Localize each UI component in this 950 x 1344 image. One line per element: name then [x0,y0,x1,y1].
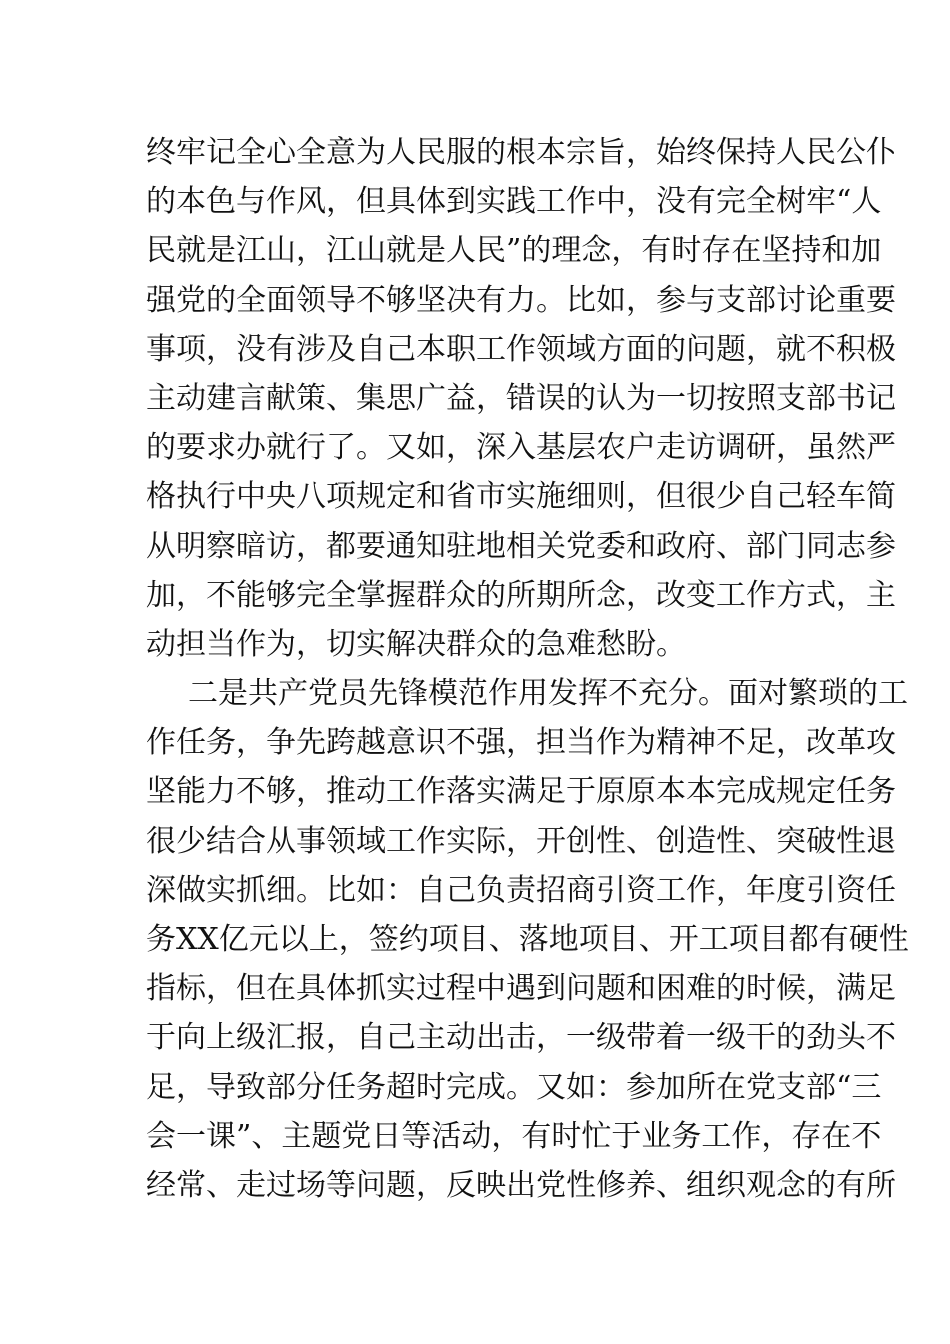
text-line: 指标，但在具体抓实过程中遇到问题和困难的时候，满足 [146,971,896,1007]
text-line: 坚能力不够，推动工作落实满足于原原本本完成规定任务 [146,774,896,810]
text-line: 加，不能够完全掌握群众的所期所念，改变工作方式，主 [146,577,896,613]
text-line: 强党的全面领导不够坚决有力。比如，参与支部讨论重要 [146,282,896,318]
text-line: 会一课”、主题党日等活动，有时忙于业务工作，存在不 [146,1118,882,1154]
text-line: 事项，没有涉及自己本职工作领域方面的问题，就不积极 [146,331,896,367]
text-line: 民就是江山，江山就是人民”的理念，有时存在坚持和加 [146,233,882,269]
text-line: 务XX亿元以上，签约项目、落地项目、开工项目都有硬性 [146,922,909,957]
text-line: 从明察暗访，都要通知驻地相关党委和政府、部门同志参 [146,528,896,564]
body-text [146,128,909,1210]
text-line: 作任务，争先跨越意识不强，担当作为精神不足，改革攻 [146,725,896,761]
text-line: 的本色与作风，但具体到实践工作中，没有完全树牢“人 [146,184,882,220]
text-line: 很少结合从事领域工作实际，开创性、创造性、突破性退 [146,823,896,859]
text-line: 二是共产党员先锋模范作用发挥不充分。面对繁琐的工 [188,676,908,712]
text-line: 主动建言献策、集思广益，错误的认为一切按照支部书记 [146,380,896,416]
paragraph-1 [146,128,896,669]
text-line: 足，导致部分任务超时完成。又如：参加所在党支部“三 [146,1069,882,1105]
text-line: 的要求办就行了。又如，深入基层农户走访调研，虽然严 [146,430,896,466]
text-line: 终牢记全心全意为人民服的根本宗旨，始终保持人民公仆 [146,135,896,170]
text-line: 于向上级汇报，自己主动出击，一级带着一级干的劲头不 [146,1020,896,1056]
text-line: 经常、走过场等问题，反映出党性修养、组织观念的有所 [146,1167,896,1203]
text-line: 格执行中央八项规定和省市实施细则，但很少自己轻车简 [146,479,896,515]
paragraph-2 [146,669,909,1210]
text-line: 深做实抓细。比如：自己负责招商引资工作，年度引资任 [146,872,896,908]
text-line: 动担当作为，切实解决群众的急难愁盼。 [146,626,686,662]
